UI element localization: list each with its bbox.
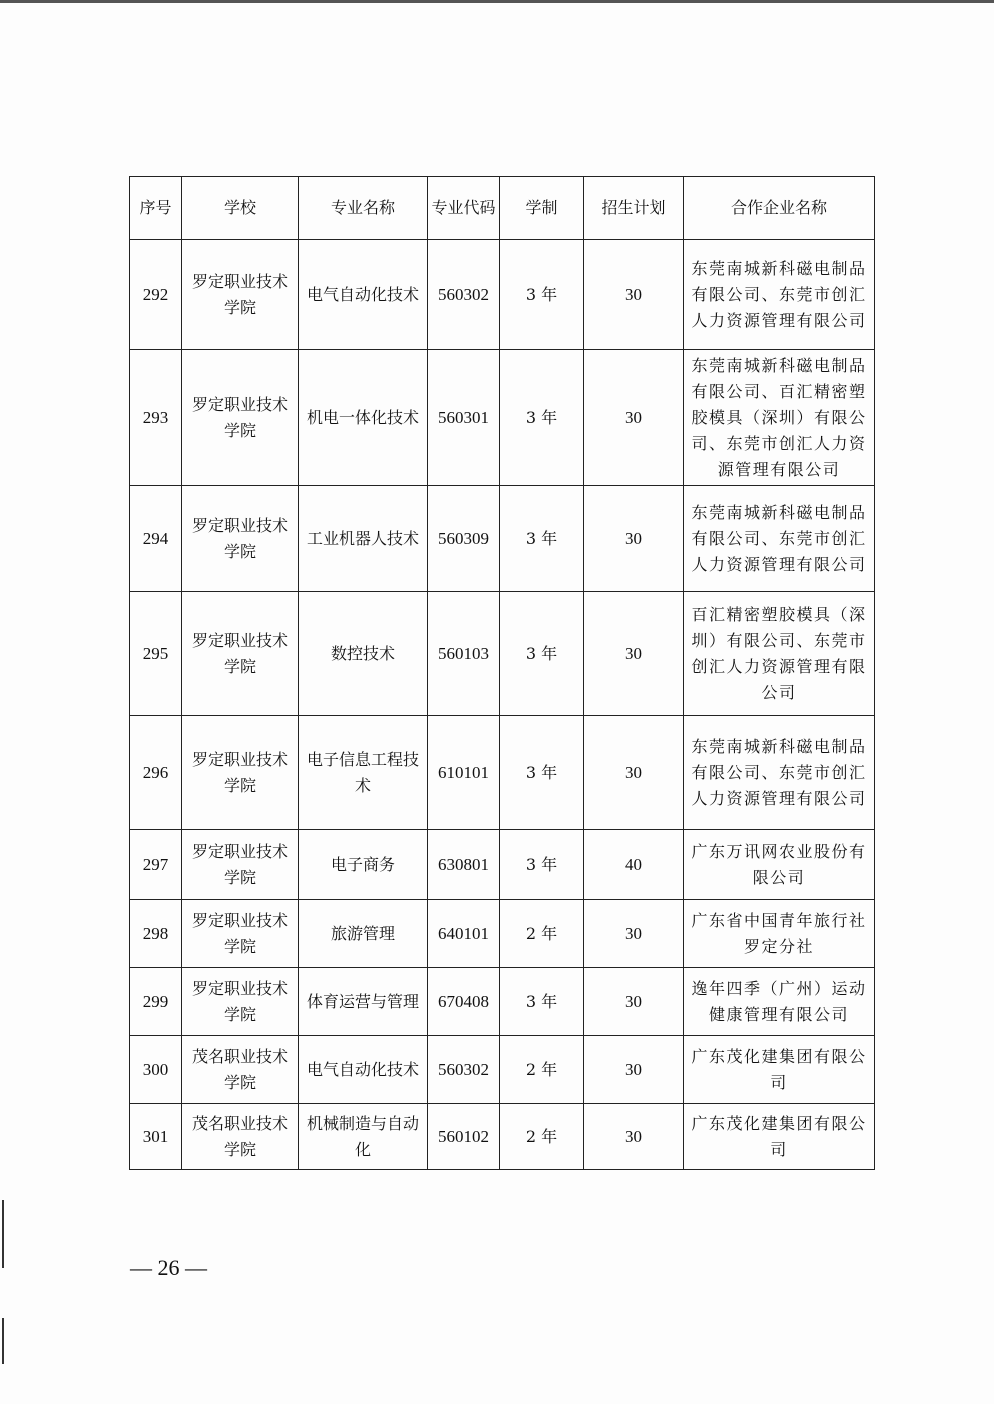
page-number: — 26 —: [130, 1255, 207, 1280]
cell-school: 罗定职业技术学院: [182, 350, 299, 486]
cell-code: 560301: [428, 350, 500, 486]
cell-partner: 逸年四季（广州）运动健康管理有限公司: [684, 968, 875, 1036]
cell-duration: 2 年: [500, 900, 584, 968]
cell-plan: 30: [584, 592, 684, 716]
cell-partner: 百汇精密塑胶模具（深圳）有限公司、东莞市创汇人力资源管理有限公司: [684, 592, 875, 716]
cell-plan: 30: [584, 240, 684, 350]
cell-duration: 3 年: [500, 592, 584, 716]
cell-school: 罗定职业技术学院: [182, 240, 299, 350]
cell-plan: 30: [584, 486, 684, 592]
binding-mark: [2, 1200, 4, 1268]
header-no: 序号: [130, 177, 182, 240]
cell-partner: 广东茂化建集团有限公司: [684, 1036, 875, 1104]
cell-duration: 3 年: [500, 486, 584, 592]
cell-no: 296: [130, 716, 182, 830]
cell-major: 工业机器人技术: [299, 486, 428, 592]
cell-plan: 30: [584, 1104, 684, 1170]
binding-mark: [2, 1318, 4, 1364]
cell-major: 数控技术: [299, 592, 428, 716]
cell-partner: 东莞南城新科磁电制品有限公司、东莞市创汇人力资源管理有限公司: [684, 240, 875, 350]
cell-duration: 3 年: [500, 716, 584, 830]
cell-duration: 3 年: [500, 240, 584, 350]
table-row: [130, 716, 875, 830]
cell-code: 610101: [428, 716, 500, 830]
cell-duration: 3 年: [500, 350, 584, 486]
cell-major: 电气自动化技术: [299, 240, 428, 350]
cell-plan: 30: [584, 968, 684, 1036]
cell-no: 292: [130, 240, 182, 350]
header-school: 学校: [182, 177, 299, 240]
table-row: [130, 1104, 875, 1170]
cell-duration: 3 年: [500, 830, 584, 900]
cell-plan: 30: [584, 900, 684, 968]
cell-duration: 3 年: [500, 968, 584, 1036]
cell-no: 295: [130, 592, 182, 716]
table-row: [130, 830, 875, 900]
table-row: [130, 900, 875, 968]
header-plan: 招生计划: [584, 177, 684, 240]
table-header-row: [130, 177, 875, 240]
cell-major: 旅游管理: [299, 900, 428, 968]
cell-major: 电子信息工程技术: [299, 716, 428, 830]
cell-code: 560103: [428, 592, 500, 716]
header-major: 专业名称: [299, 177, 428, 240]
cell-partner: 广东茂化建集团有限公司: [684, 1104, 875, 1170]
cell-no: 293: [130, 350, 182, 486]
header-duration: 学制: [500, 177, 584, 240]
cell-major: 机电一体化技术: [299, 350, 428, 486]
cell-partner: 东莞南城新科磁电制品有限公司、百汇精密塑胶模具（深圳）有限公司、东莞市创汇人力资源管理有限公司: [684, 350, 875, 486]
cell-duration: 2 年: [500, 1036, 584, 1104]
cell-major: 体育运营与管理: [299, 968, 428, 1036]
cell-major: 电气自动化技术: [299, 1036, 428, 1104]
cell-school: 罗定职业技术学院: [182, 486, 299, 592]
cell-no: 299: [130, 968, 182, 1036]
table-row: [130, 592, 875, 716]
cell-code: 560309: [428, 486, 500, 592]
table-row: [130, 350, 875, 486]
cell-partner: 广东省中国青年旅行社罗定分社: [684, 900, 875, 968]
cell-no: 300: [130, 1036, 182, 1104]
enrollment-table: [129, 176, 875, 1170]
cell-partner: 东莞南城新科磁电制品有限公司、东莞市创汇人力资源管理有限公司: [684, 716, 875, 830]
cell-no: 297: [130, 830, 182, 900]
table-row: [130, 240, 875, 350]
cell-school: 罗定职业技术学院: [182, 592, 299, 716]
cell-school: 罗定职业技术学院: [182, 968, 299, 1036]
cell-code: 630801: [428, 830, 500, 900]
cell-code: 640101: [428, 900, 500, 968]
cell-plan: 30: [584, 1036, 684, 1104]
table-row: [130, 968, 875, 1036]
table-row: [130, 486, 875, 592]
cell-no: 301: [130, 1104, 182, 1170]
cell-duration: 2 年: [500, 1104, 584, 1170]
cell-partner: 东莞南城新科磁电制品有限公司、东莞市创汇人力资源管理有限公司: [684, 486, 875, 592]
cell-code: 560302: [428, 240, 500, 350]
cell-school: 罗定职业技术学院: [182, 830, 299, 900]
cell-code: 560102: [428, 1104, 500, 1170]
cell-plan: 30: [584, 716, 684, 830]
cell-school: 罗定职业技术学院: [182, 716, 299, 830]
header-partner: 合作企业名称: [684, 177, 875, 240]
cell-no: 298: [130, 900, 182, 968]
top-edge-rule: [0, 0, 994, 3]
header-code: 专业代码: [428, 177, 500, 240]
cell-major: 电子商务: [299, 830, 428, 900]
cell-no: 294: [130, 486, 182, 592]
cell-school: 茂名职业技术学院: [182, 1036, 299, 1104]
cell-plan: 40: [584, 830, 684, 900]
cell-partner: 广东万讯网农业股份有限公司: [684, 830, 875, 900]
cell-school: 罗定职业技术学院: [182, 900, 299, 968]
cell-plan: 30: [584, 350, 684, 486]
table-row: [130, 1036, 875, 1104]
cell-major: 机械制造与自动化: [299, 1104, 428, 1170]
cell-school: 茂名职业技术学院: [182, 1104, 299, 1170]
cell-code: 560302: [428, 1036, 500, 1104]
cell-code: 670408: [428, 968, 500, 1036]
